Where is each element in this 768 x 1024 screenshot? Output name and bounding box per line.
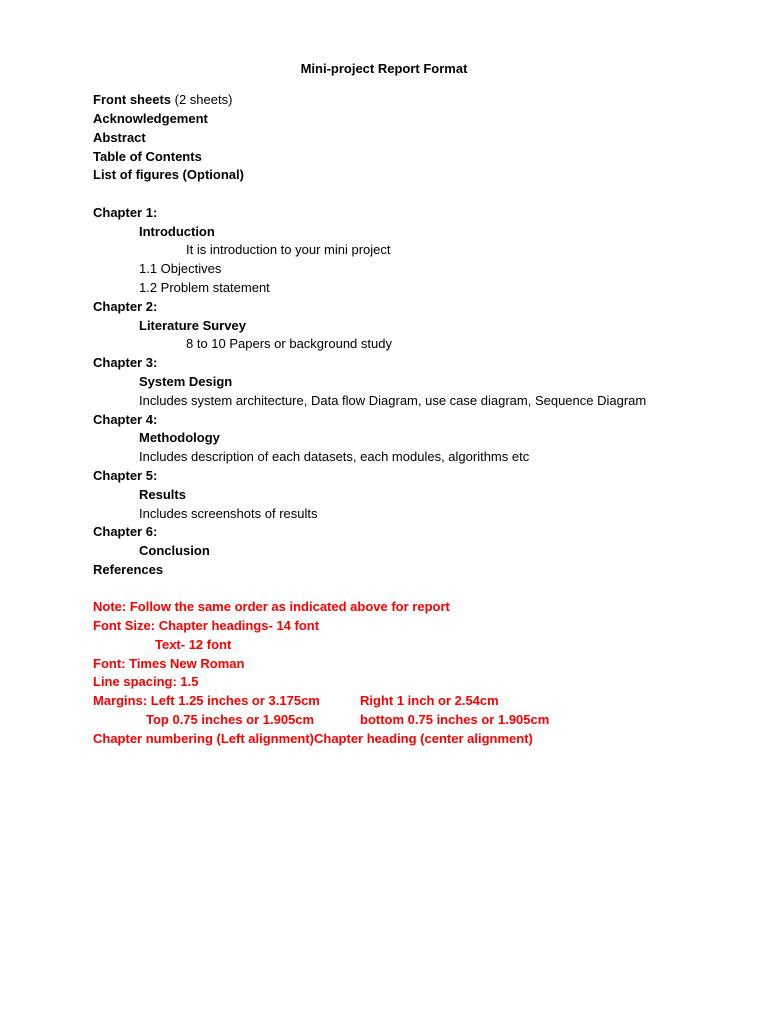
chapter-1-detail: It is introduction to your mini project	[186, 242, 391, 257]
note-margins-top: Top 0.75 inches or 1.905cm	[146, 712, 315, 727]
note-margins-right: Right 1 inch or 2.54cm	[360, 693, 499, 708]
chapter-4-label: Chapter 4:	[93, 412, 158, 427]
chapter-2-label: Chapter 2:	[93, 299, 158, 314]
note-order: Note: Follow the same order as indicated above for report	[93, 599, 450, 614]
note-chapter-numbering: Chapter numbering (Left alignment)	[93, 731, 314, 746]
chapter-6-label: Chapter 6:	[93, 524, 158, 539]
chapter-1-heading: Introduction	[139, 224, 215, 239]
chapter-3-label: Chapter 3:	[93, 355, 158, 370]
chapter-5-heading: Results	[139, 487, 186, 502]
note-font-size: Font Size: Chapter headings- 14 font	[93, 618, 320, 633]
front-sheets-line	[93, 91, 232, 109]
chapter-4-heading: Methodology	[139, 430, 220, 445]
chapter-1-subsection-problem-statement: 1.2 Problem statement	[139, 280, 270, 295]
note-line-spacing: Line spacing: 1.5	[93, 674, 199, 689]
chapter-2-heading: Literature Survey	[139, 318, 246, 333]
abstract-item: Abstract	[93, 130, 146, 145]
chapter-6-heading: Conclusion	[139, 543, 210, 558]
chapter-5-detail: Includes screenshots of results	[139, 506, 318, 521]
references-item: References	[93, 562, 164, 577]
toc-item: Table of Contents	[93, 149, 202, 164]
note-chapter-heading-alignment: Chapter heading (center alignment)	[314, 731, 533, 746]
chapter-4-detail: Includes description of each datasets, each modules, algorithms etc	[139, 449, 530, 464]
note-text-size: Text- 12 font	[155, 637, 232, 652]
chapter-1-subsection-objectives: 1.1 Objectives	[139, 261, 222, 276]
note-font: Font: Times New Roman	[93, 656, 245, 671]
chapter-2-detail: 8 to 10 Papers or background study	[186, 336, 392, 351]
chapter-5-label: Chapter 5:	[93, 468, 158, 483]
acknowledgement-item: Acknowledgement	[93, 111, 208, 126]
note-margins-bottom: bottom 0.75 inches or 1.905cm	[360, 712, 550, 727]
page-title: Mini-project Report Format	[300, 61, 468, 76]
chapter-1-label: Chapter 1:	[93, 205, 158, 220]
front-sheets-label: Front sheets	[93, 92, 172, 107]
chapter-3-detail: Includes system architecture, Data flow Diagram, use case diagram, Sequence Diagram	[139, 393, 647, 408]
front-sheets-note: (2 sheets)	[171, 92, 233, 107]
chapter-3-heading: System Design	[139, 374, 233, 389]
note-margins-left: Margins: Left 1.25 inches or 3.175cm	[93, 693, 320, 708]
list-of-figures-item: List of figures (Optional)	[93, 167, 244, 182]
